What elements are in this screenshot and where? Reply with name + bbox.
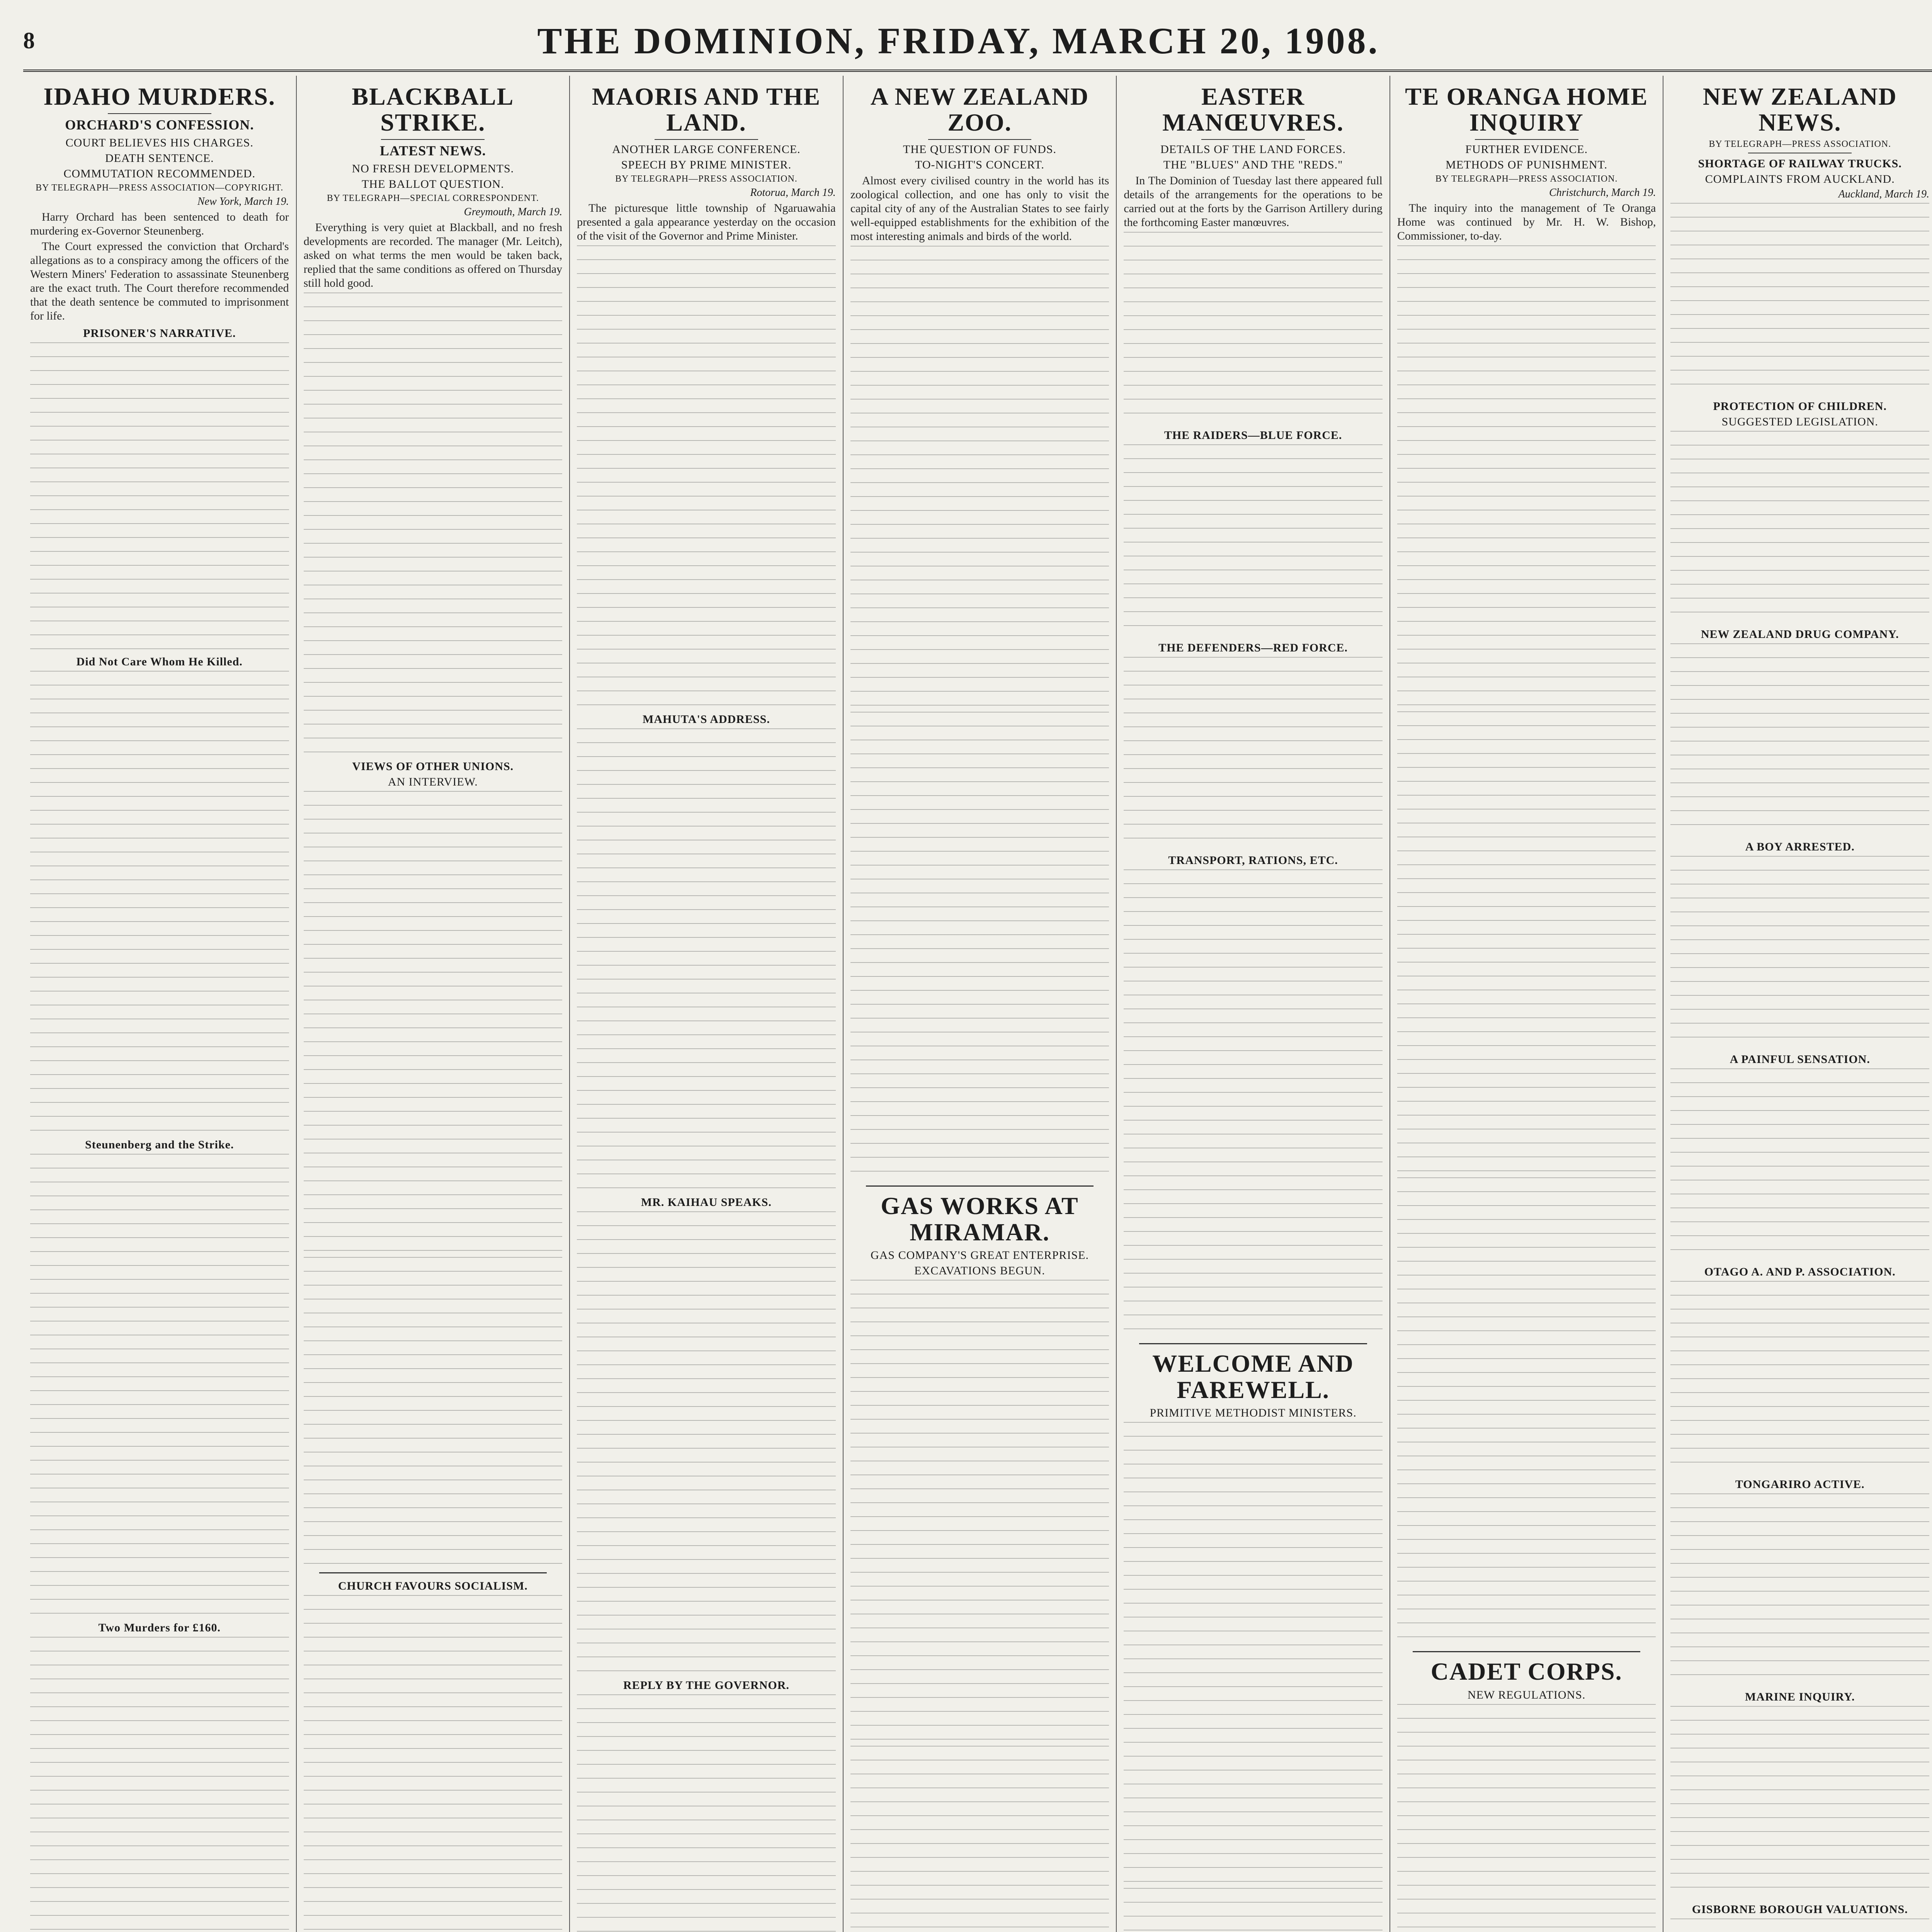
body-text-block [304, 1595, 563, 1932]
subheading: SPEECH BY PRIME MINISTER. [621, 158, 792, 172]
body-text-block [1670, 856, 1929, 1049]
byline: BY TELEGRAPH—PRESS ASSOCIATION. [1435, 174, 1618, 184]
column-1 [23, 76, 297, 1932]
article-blackball-strike [304, 83, 563, 1932]
subheading: PRIMITIVE METHODIST MINISTERS. [1150, 1406, 1357, 1419]
paragraph: In The Dominion of Tuesday last there appeared full details of the arrangements for the operations to be carried out at the forts by the Garrison Artillery during the forthcoming Easter manœuvres. [1124, 174, 1383, 229]
section-heading: OTAGO A. AND P. ASSOCIATION. [1704, 1265, 1896, 1279]
columns [23, 76, 1932, 1932]
body-text-block [850, 1746, 1109, 1932]
body-text-block [1670, 1281, 1929, 1474]
body-text-block [1397, 711, 1656, 1175]
article-welcome-farewell [1124, 1350, 1383, 1932]
subheading: ANOTHER LARGE CONFERENCE. [612, 143, 801, 156]
body-text-block [1670, 1068, 1929, 1262]
dateline: Christchurch, March 19. [1549, 187, 1656, 199]
subheading: GAS COMPANY'S GREAT ENTERPRISE. [871, 1248, 1089, 1262]
section-heading: REPLY BY THE GOVERNOR. [623, 1679, 789, 1692]
body-text-block [577, 245, 836, 709]
paragraph: Harry Orchard has been sentenced to death for murdering ex-Governor Steunenberg. [30, 210, 289, 237]
column-2 [297, 76, 570, 1932]
article-cadet-corps [1397, 1658, 1656, 1932]
body-text-block [1124, 232, 1383, 425]
body-text-block [577, 728, 836, 1192]
section-heading: SHORTAGE OF RAILWAY TRUCKS. [1698, 157, 1902, 170]
subheading: THE BALLOT QUESTION. [362, 177, 504, 190]
subheading: LATEST NEWS. [379, 143, 486, 159]
rule [1201, 139, 1305, 140]
section-heading: NEW ZEALAND DRUG COMPANY. [1701, 628, 1899, 641]
body-text-block [1124, 444, 1383, 638]
article-gas-works [850, 1193, 1109, 1932]
body-text-block [1124, 657, 1383, 850]
paragraph: The inquiry into the management of Te Oranga Home was continued by Mr. H. W. Bishop, Commissioner, to-day. [1397, 202, 1656, 243]
body-text-block [1397, 1704, 1656, 1932]
section-heading: MAHUTA'S ADDRESS. [643, 713, 770, 726]
subheading: FURTHER EVIDENCE. [1465, 143, 1588, 156]
body-text-block [850, 712, 1109, 1175]
subheading: TO-NIGHT'S CONCERT. [915, 158, 1044, 172]
divider [1413, 1651, 1641, 1652]
section-heading: TRANSPORT, RATIONS, ETC. [1168, 854, 1338, 867]
subheading: NO FRESH DEVELOPMENTS. [352, 162, 514, 175]
body-text-block [30, 671, 289, 1134]
body-text-block [30, 1154, 289, 1617]
subheading: DETAILS OF THE LAND FORCES. [1160, 143, 1346, 156]
body-text-block [1670, 203, 1929, 396]
section-heading: GISBORNE BOROUGH VALUATIONS. [1692, 1903, 1908, 1916]
dateline: Rotorua, March 19. [750, 187, 836, 199]
byline: BY TELEGRAPH—SPECIAL CORRESPONDENT. [327, 193, 539, 203]
subheading: COMPLAINTS FROM AUCKLAND. [1705, 173, 1895, 186]
section-heading: A PAINFUL SENSATION. [1730, 1053, 1870, 1066]
headline: MAORIS AND THE LAND. [592, 83, 821, 136]
section-heading: Two Murders for £160. [98, 1621, 221, 1634]
divider [866, 1185, 1094, 1187]
byline: BY TELEGRAPH—PRESS ASSOCIATION—COPYRIGHT. [36, 182, 284, 193]
column-7 [1663, 76, 1932, 1932]
headline: NEW ZEALAND NEWS. [1702, 83, 1897, 136]
divider [1139, 1343, 1367, 1344]
body-text-block [1124, 869, 1383, 1333]
headline: BLACKBALL STRIKE. [352, 83, 514, 136]
rule [108, 113, 211, 114]
subheading: DEATH SENTENCE. [105, 151, 214, 165]
section-heading: VIEWS OF OTHER UNIONS. [352, 760, 514, 773]
article-nz-zoo [850, 83, 1109, 1175]
divider [319, 1572, 547, 1573]
paragraph: The Court expressed the conviction that Orchard's allegations as to a conspiracy among the officers of the Western Miners' Federation to assassinate Steunenberg are the exact truth. The Court therefore recommended that the death sentence be commuted to imprisonment for life. [30, 240, 289, 322]
body-text-block [1670, 1918, 1929, 1932]
subheading: ORCHARD'S CONFESSION. [65, 117, 254, 133]
headline: A NEW ZEALAND ZOO. [870, 83, 1089, 136]
subheading: COURT BELIEVES HIS CHARGES. [65, 136, 253, 149]
headline: WELCOME AND FAREWELL. [1152, 1350, 1354, 1403]
byline: BY TELEGRAPH—PRESS ASSOCIATION. [1709, 139, 1891, 150]
body-text-block [1397, 1177, 1656, 1641]
article-idaho-murders [30, 83, 289, 1932]
paragraph: Everything is very quiet at Blackball, and no fresh developments are recorded. The manager (Mr. Leitch), asked on what terms the men would be taken back, replied that the same conditions as offered on Thursday still hold good. [303, 221, 563, 289]
section-heading: THE RAIDERS—BLUE FORCE. [1164, 429, 1342, 442]
column-3 [570, 76, 844, 1932]
subheading: EXCAVATIONS BEGUN. [914, 1264, 1045, 1277]
body-text-block [304, 293, 563, 756]
headline: CADET CORPS. [1430, 1658, 1622, 1685]
body-text-block [850, 246, 1109, 709]
page-number: 8 [23, 27, 35, 53]
headline: GAS WORKS AT MIRAMAR. [881, 1192, 1079, 1246]
section-heading: Steunenberg and the Strike. [85, 1138, 234, 1151]
paragraph: Almost every civilised country in the world has its zoological collection, and one has only to visit the capital city of any of the Australian States to see fairly well-equipped establishments for the exhibition of the most interesting animals and birds of the world. [850, 174, 1109, 243]
headline: IDAHO MURDERS. [43, 83, 276, 110]
dateline: Auckland, March 19. [1838, 188, 1930, 201]
column-5 [1117, 76, 1390, 1932]
section-heading: TONGARIRO ACTIVE. [1735, 1478, 1865, 1491]
body-text-block [304, 791, 563, 1255]
article-te-oranga [1397, 83, 1656, 1641]
dateline: New York, March 19. [197, 195, 289, 207]
body-text-block [577, 1694, 836, 1932]
subheading: THE QUESTION OF FUNDS. [903, 143, 1057, 156]
body-text-block [30, 1637, 289, 1932]
body-text-block [304, 1257, 563, 1566]
paragraph: The picturesque little township of Ngaruawahia presented a gala appearance yesterday on the occasion of the visit of the Governor and Prime Minister. [577, 202, 836, 243]
subheading: NEW REGULATIONS. [1467, 1688, 1586, 1701]
subheading: THE "BLUES" AND THE "REDS." [1163, 158, 1343, 172]
body-text-block [1124, 1422, 1383, 1886]
body-text-block [850, 1280, 1109, 1743]
article-nz-news [1670, 83, 1929, 1932]
rule [1475, 139, 1578, 140]
section-heading: CHURCH FAVOURS SOCIALISM. [338, 1579, 528, 1592]
section-heading: MARINE INQUIRY. [1745, 1690, 1855, 1704]
body-text-block [1124, 1888, 1383, 1932]
rule [381, 139, 485, 140]
section-heading: PRISONER'S NARRATIVE. [83, 327, 236, 340]
article-maoris-land [577, 83, 836, 1932]
section-heading: A BOY ARRESTED. [1745, 840, 1855, 854]
dateline: Greymouth, March 19. [464, 206, 563, 218]
column-4 [844, 76, 1117, 1932]
paper-title: THE DOMINION, FRIDAY, MARCH 20, 1908. [537, 20, 1380, 61]
subheading: AN INTERVIEW. [388, 775, 478, 788]
column-6 [1390, 76, 1664, 1932]
section-heading: MR. KAIHAU SPEAKS. [641, 1196, 772, 1209]
subheading: METHODS OF PUNISHMENT. [1446, 158, 1608, 172]
body-text-block [1670, 1493, 1929, 1687]
article-easter-manoeuvres [1124, 83, 1383, 1333]
subheading: SUGGESTED LEGISLATION. [1721, 415, 1878, 429]
byline: BY TELEGRAPH—PRESS ASSOCIATION. [615, 174, 798, 184]
body-text-block [577, 1211, 836, 1675]
body-text-block [30, 342, 289, 651]
section-heading: PROTECTION OF CHILDREN. [1713, 400, 1887, 413]
section-heading: Did Not Care Whom He Killed. [76, 655, 243, 668]
body-text-block [1670, 1706, 1929, 1899]
headline: TE ORANGA HOME INQUIRY [1405, 83, 1648, 136]
masthead [23, 12, 1932, 72]
rule [928, 139, 1032, 140]
body-text-block [1670, 431, 1929, 624]
body-text-block [1670, 643, 1929, 837]
body-text-block [1397, 245, 1656, 709]
headline: EASTER MANŒUVRES. [1162, 83, 1344, 136]
rule [655, 139, 758, 140]
subheading: COMMUTATION RECOMMENDED. [63, 167, 256, 180]
section-heading: THE DEFENDERS—RED FORCE. [1158, 641, 1348, 655]
